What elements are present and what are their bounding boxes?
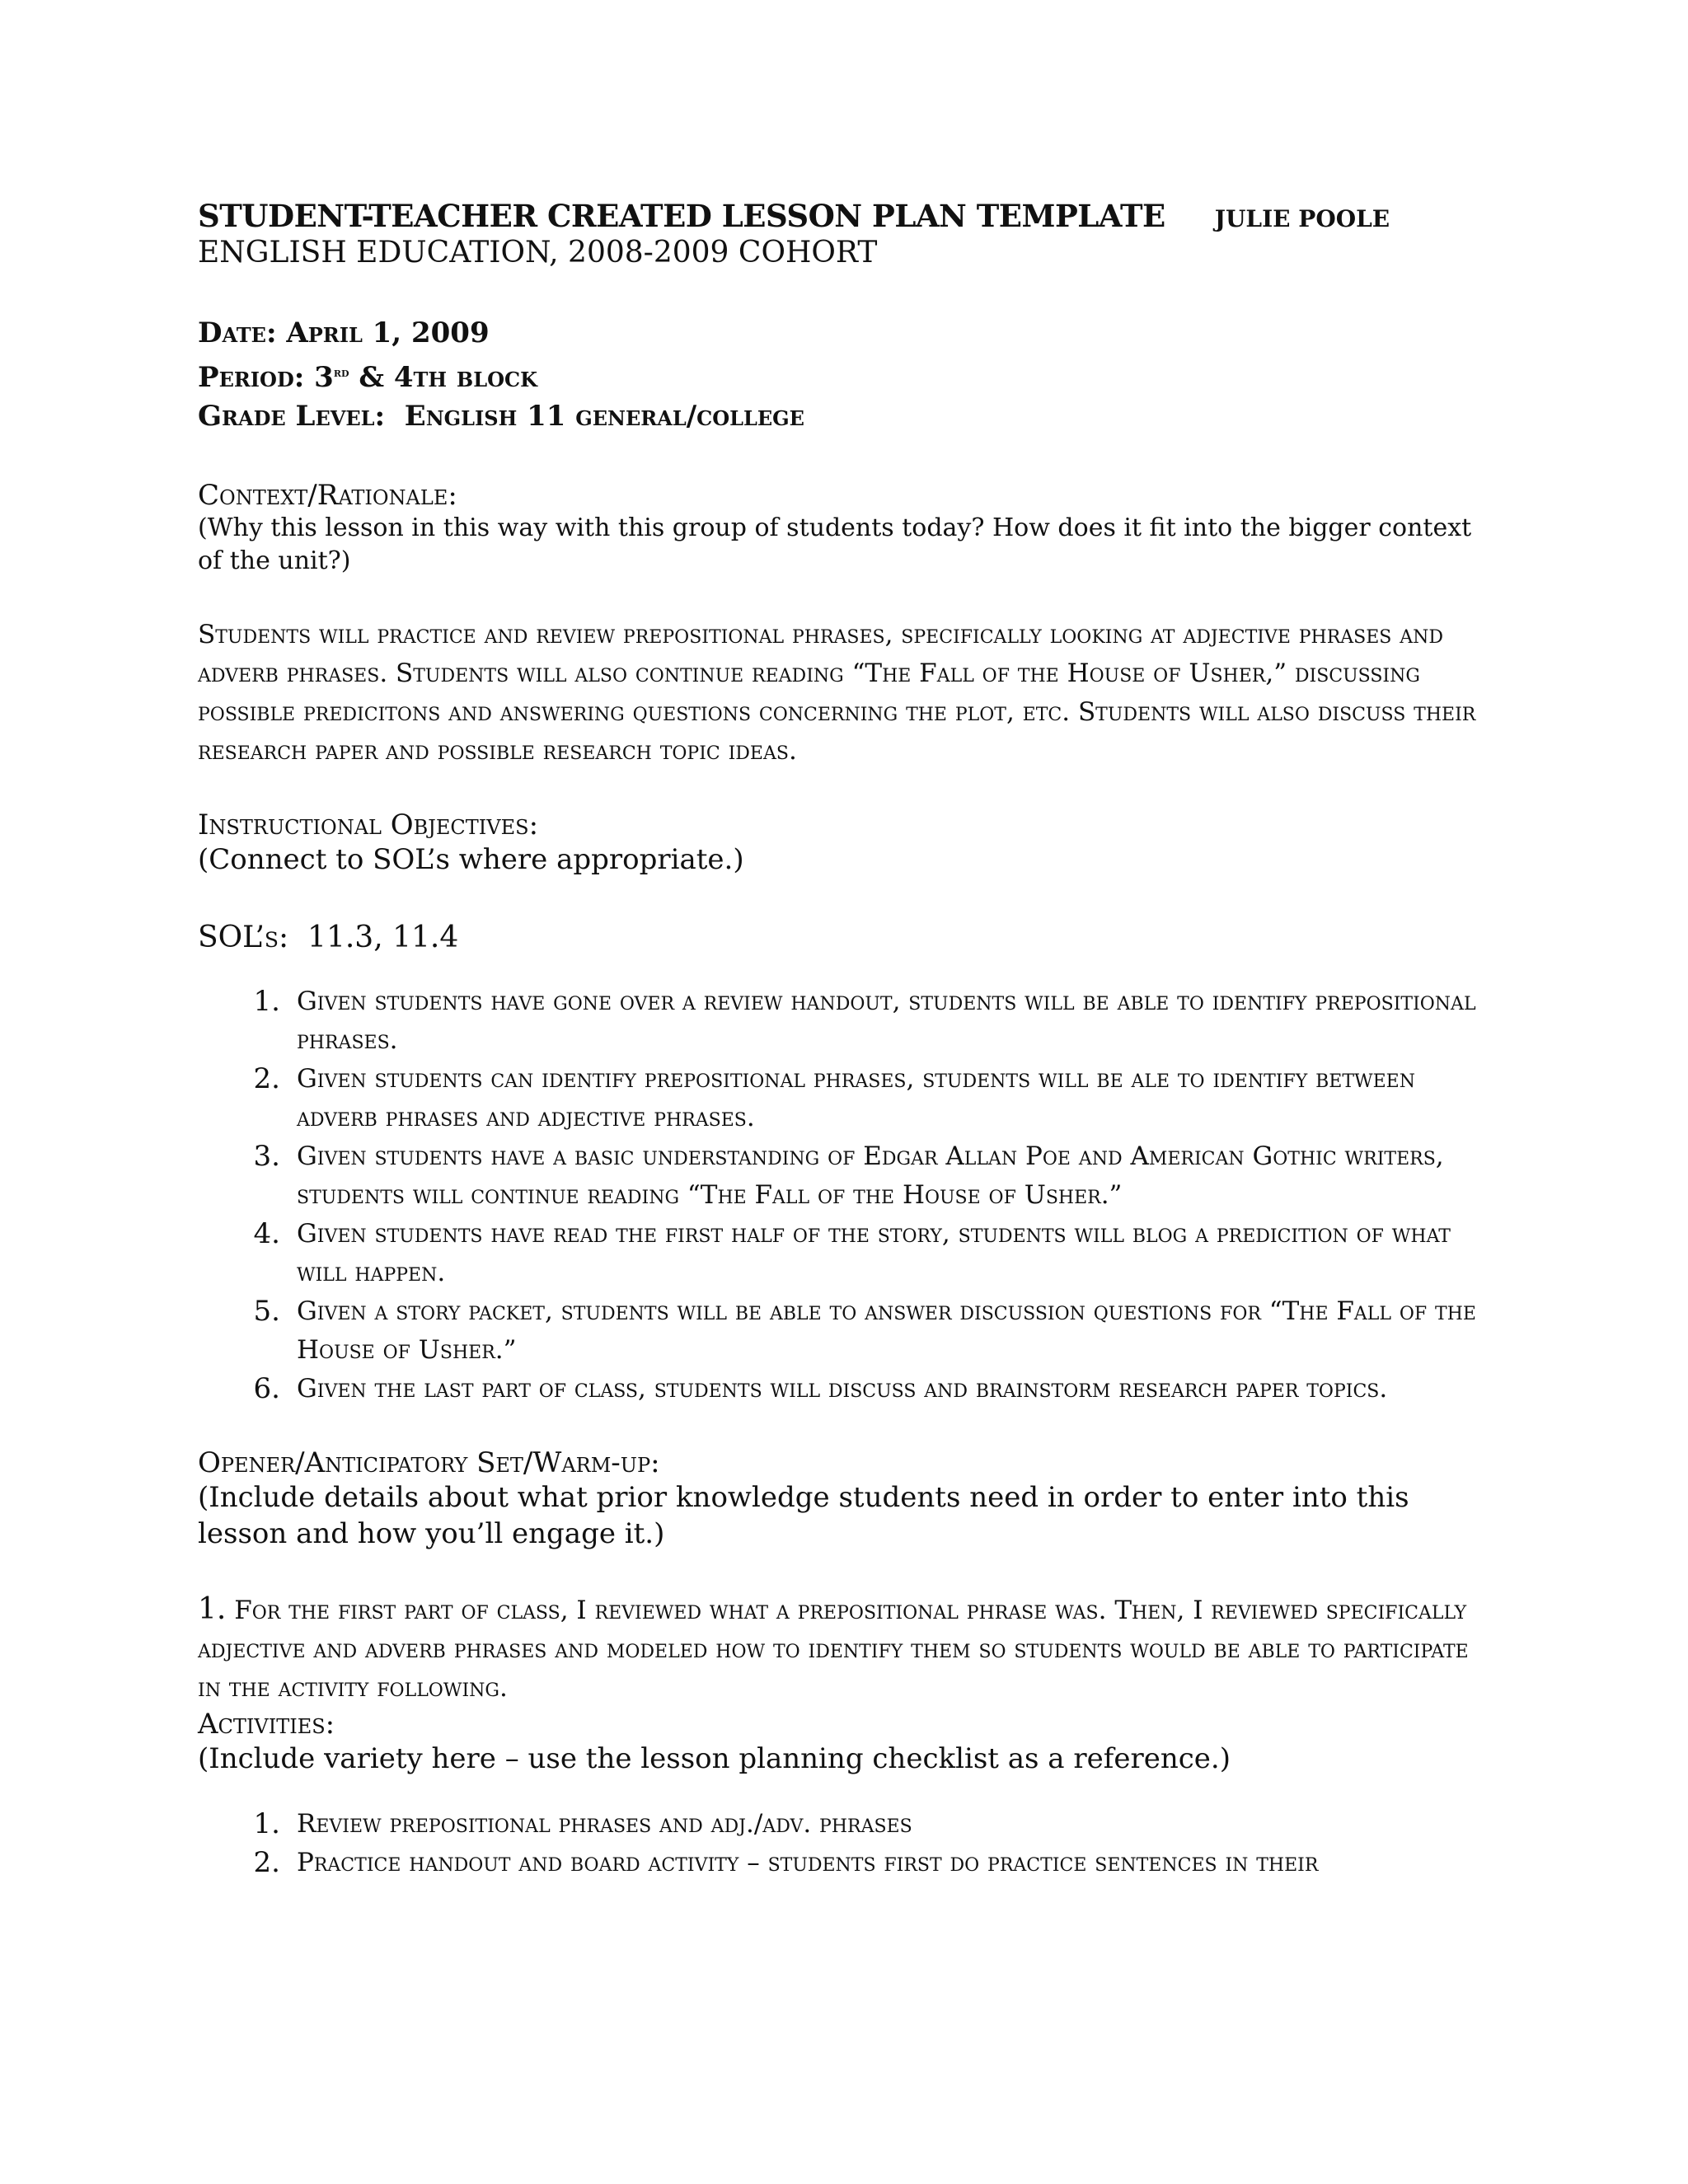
cohort-line: ENGLISH EDUCATION, 2008-2009 COHORT bbox=[198, 236, 878, 269]
item-number: 6. bbox=[253, 1372, 280, 1405]
header-row bbox=[198, 198, 1484, 234]
opener-heading: Opener/Anticipatory Set/Warm-up: bbox=[198, 1446, 660, 1479]
objectives-list bbox=[198, 982, 1484, 1408]
grade-label: Grade Level: bbox=[198, 400, 386, 433]
item-text: Review prepositional phrases and adj./adv. phrases bbox=[297, 1809, 912, 1839]
meta-block bbox=[198, 314, 1484, 436]
list-item bbox=[198, 982, 1484, 1060]
objectives-hint: (Connect to SOL’s where appropriate.) bbox=[198, 843, 744, 876]
period-num: 3 bbox=[314, 361, 334, 394]
opener-section bbox=[198, 1446, 1484, 1708]
context-body: Students will practice and review prepositional phrases, specifically looking at adjective phrases and adverb phrases. Students will also continue reading “The Fall of the House of Usher,” discussing possible predicitons and answering questions concerning the plot, etc. Students will also discuss their research paper and possible research topic ideas. bbox=[198, 620, 1476, 766]
opener-hint: (Include details about what prior knowledge students need in order to enter into this lesson and how you’ll engage it.) bbox=[198, 1481, 1409, 1550]
list-item bbox=[198, 1370, 1484, 1408]
item-number: 2. bbox=[253, 1062, 280, 1095]
item-number: 4. bbox=[253, 1217, 280, 1250]
sol-values: 11.3, 11.4 bbox=[307, 921, 459, 954]
item-number: 1. bbox=[253, 1807, 280, 1840]
date-value: April 1, 2009 bbox=[286, 316, 490, 349]
list-item bbox=[198, 1292, 1484, 1370]
context-heading: Context/Rationale: bbox=[198, 479, 457, 512]
item-number: 3. bbox=[253, 1140, 280, 1173]
list-item bbox=[198, 1805, 1484, 1844]
sol-label: SOL’s: bbox=[198, 921, 289, 954]
opener-item-number: 1. bbox=[198, 1592, 227, 1626]
item-text: Given students can identify prepositional phrases, students will be ale to identify between adverb phrases and adjective phrases. bbox=[297, 1064, 1415, 1132]
list-item bbox=[198, 1060, 1484, 1137]
list-item bbox=[198, 1844, 1484, 1882]
date-line bbox=[198, 314, 1484, 353]
list-item bbox=[198, 1137, 1484, 1215]
author-name: JULIE POOLE bbox=[1214, 205, 1390, 232]
grade-line bbox=[198, 397, 1484, 436]
document-title: STUDENT-TEACHER CREATED LESSON PLAN TEMPLATE bbox=[198, 198, 1165, 234]
item-number: 5. bbox=[253, 1295, 280, 1328]
activities-list bbox=[198, 1805, 1484, 1882]
item-text: Given students have read the first half of the story, students will blog a predicition of what will happen. bbox=[297, 1219, 1451, 1287]
item-number: 1. bbox=[253, 985, 280, 1018]
context-section bbox=[198, 479, 1484, 771]
period-rest: & 4th block bbox=[359, 361, 537, 394]
activities-hint: (Include variety here – use the lesson planning checklist as a reference.) bbox=[198, 1742, 1231, 1775]
date-label: Date: bbox=[198, 316, 277, 349]
period-label: Period: bbox=[198, 361, 305, 394]
sol-line bbox=[198, 921, 1484, 954]
list-item bbox=[198, 1215, 1484, 1292]
item-text: Given a story packet, students will be able to answer discussion questions for “The Fall of the House of Usher.” bbox=[297, 1296, 1476, 1365]
context-hint: (Why this lesson in this way with this group of students today? How does it fit into the bigger context of the unit?) bbox=[198, 513, 1472, 575]
opener-item-text: For the first part of class, I reviewed what a prepositional phrase was. Then, I reviewed specifically adjective and adverb phrases and modeled how to identify them so students would be able to participate in the activity following. bbox=[198, 1596, 1469, 1703]
period-sup: rd bbox=[333, 364, 349, 380]
item-text: Given students have a basic understanding of Edgar Allan Poe and American Gothic writers, students will continue reading “The Fall of the House of Usher.” bbox=[297, 1141, 1444, 1210]
item-text: Given the last part of class, students will discuss and brainstorm research paper topics. bbox=[297, 1374, 1388, 1404]
grade-value: English 11 general/college bbox=[404, 400, 804, 433]
lesson-plan-page bbox=[198, 198, 1484, 1882]
item-number: 2. bbox=[253, 1846, 280, 1879]
objectives-heading: Instructional Objectives: bbox=[198, 808, 539, 841]
item-text: Given students have gone over a review handout, students will be able to identify prepositional phrases. bbox=[297, 987, 1476, 1055]
item-text: Practice handout and board activity – students first do practice sentences in their bbox=[297, 1848, 1319, 1877]
objectives-section bbox=[198, 808, 1484, 1408]
period-line bbox=[198, 353, 1484, 397]
activities-section bbox=[198, 1708, 1484, 1882]
activities-heading: Activities: bbox=[198, 1708, 335, 1741]
opener-item bbox=[198, 1590, 1484, 1708]
